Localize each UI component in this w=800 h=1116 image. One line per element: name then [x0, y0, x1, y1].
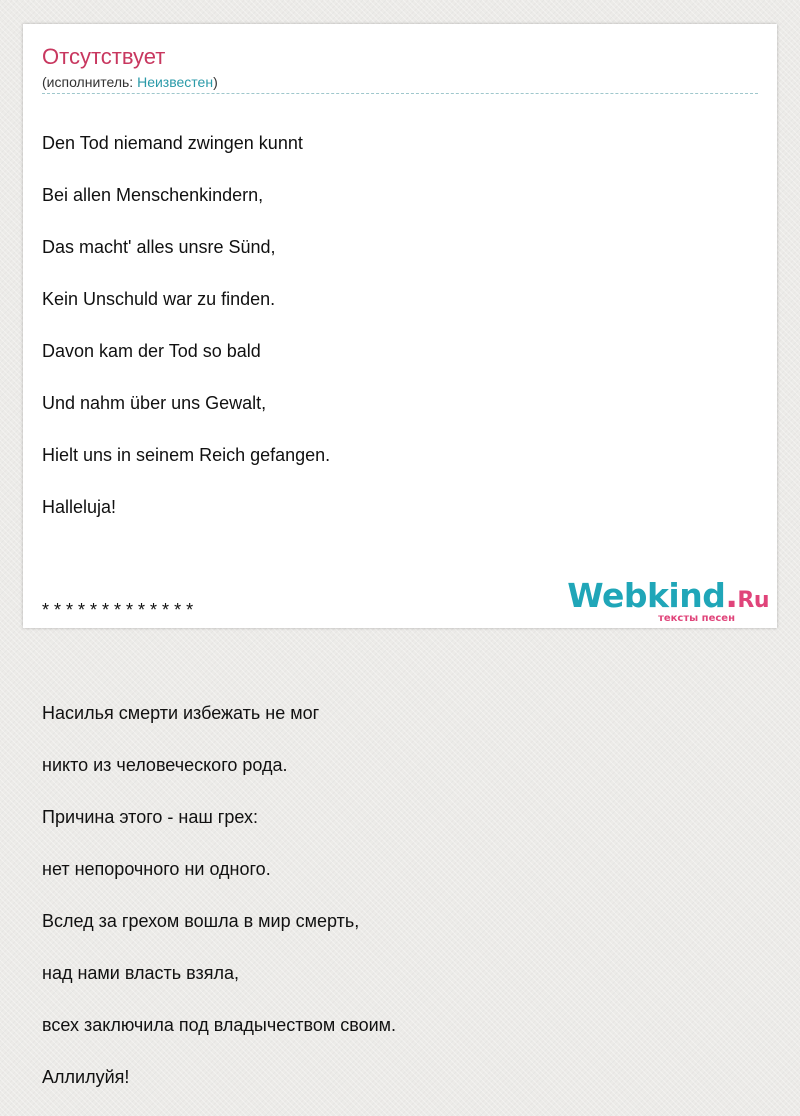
- logo-dot: .: [725, 576, 738, 615]
- lyric-line: Den Tod niemand zwingen kunnt: [42, 133, 303, 153]
- site-logo[interactable]: [567, 578, 769, 624]
- lyric-line: нет непорочного ни одного.: [42, 859, 271, 879]
- lyric-line: Аллилуйя!: [42, 1067, 130, 1087]
- lyric-line: никто из человеческого рода.: [42, 755, 288, 775]
- logo-tagline: тексты песен: [658, 613, 735, 624]
- lyric-line: Bei allen Menschenkindern,: [42, 185, 264, 205]
- logo-tld: Ru: [737, 588, 769, 613]
- lyric-line: Hielt uns in seinem Reich gefangen.: [42, 445, 331, 465]
- lyric-line: Halleluja!: [42, 497, 117, 517]
- stanza-gap: [42, 651, 758, 674]
- artist-line: [42, 74, 218, 90]
- lyric-line: Причина этого - наш грех:: [42, 807, 258, 827]
- stanza-gap: [42, 546, 758, 569]
- artist-link[interactable]: Неизвестен: [137, 74, 214, 90]
- artist-suffix: ): [213, 74, 218, 90]
- divider: [42, 93, 758, 94]
- lyric-line: Und nahm über uns Gewalt,: [42, 393, 267, 413]
- song-title: Отсутствует: [42, 44, 166, 69]
- lyric-line: Вслед за грехом вошла в мир смерть,: [42, 911, 360, 931]
- logo-main-text: Webkind: [567, 576, 726, 615]
- artist-prefix: (исполнитель:: [42, 74, 138, 90]
- lyric-line: всех заключила под владычеством своим.: [42, 1015, 397, 1035]
- lyrics-card: [23, 24, 777, 1087]
- lyric-line: Kein Unschuld war zu finden.: [42, 289, 276, 309]
- lyric-separator: * * * * * * * * * * * * *: [42, 600, 194, 620]
- lyric-line: над нами власть взяла,: [42, 963, 239, 983]
- lyric-line: Насилья смерти избежать не мог: [42, 703, 320, 723]
- lyric-line: Davon kam der Tod so bald: [42, 341, 261, 361]
- lyric-line: Das macht' alles unsre Sünd,: [42, 237, 276, 257]
